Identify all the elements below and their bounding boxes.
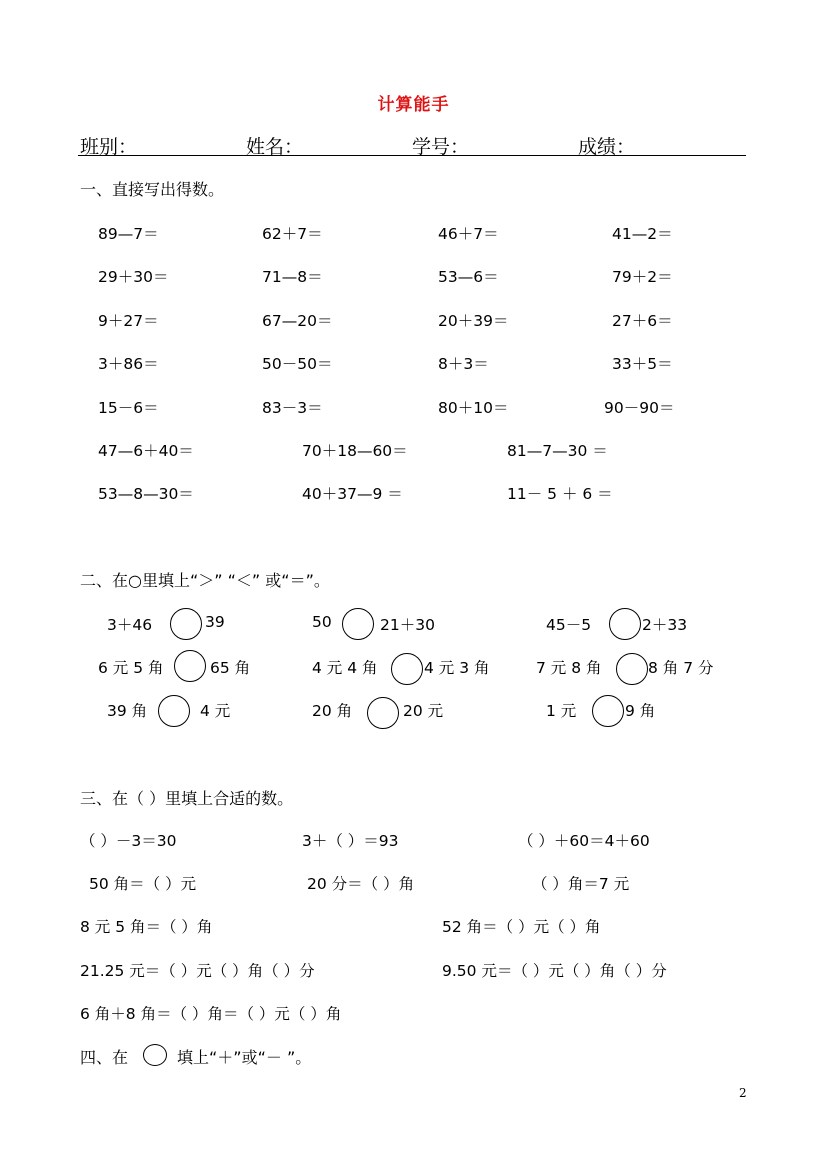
compare-left: 7 元 8 角 bbox=[536, 659, 602, 677]
compare-left: 39 角 bbox=[107, 702, 148, 720]
header-underline bbox=[78, 155, 746, 156]
equation: 11－ 5 ＋ 6 ＝ bbox=[507, 485, 613, 503]
fill-blank: 20 分＝（ ）角 bbox=[307, 875, 415, 893]
fill-blank: （ ）＋60＝4＋60 bbox=[518, 832, 650, 850]
name-label: 姓名： bbox=[246, 136, 304, 158]
section-1-heading: 一、直接写出得数。 bbox=[80, 180, 225, 199]
equation: 81—7—30 ＝ bbox=[507, 442, 608, 460]
equation: 40＋37—9 ＝ bbox=[302, 485, 403, 503]
equation: 89—7＝ bbox=[98, 225, 159, 243]
equation: 62＋7＝ bbox=[262, 225, 323, 243]
score-label: 成绩： bbox=[578, 136, 636, 158]
equation: 70＋18—60＝ bbox=[302, 442, 408, 460]
compare-circle[interactable] bbox=[616, 653, 648, 685]
fill-blank: 50 角＝（ ）元 bbox=[89, 875, 197, 893]
compare-right: 9 角 bbox=[625, 702, 656, 720]
equation: 67—20＝ bbox=[262, 312, 333, 330]
fill-blank: （ ）－3＝30 bbox=[80, 832, 177, 850]
equation: 53—6＝ bbox=[438, 268, 499, 286]
equation: 20＋39＝ bbox=[438, 312, 509, 330]
circle-icon bbox=[143, 1044, 167, 1066]
equation: 90－90＝ bbox=[604, 399, 675, 417]
compare-right: 2＋33 bbox=[642, 616, 688, 634]
compare-left: 1 元 bbox=[546, 702, 577, 720]
page-number: 2 bbox=[739, 1086, 747, 1100]
compare-right: 21＋30 bbox=[380, 616, 435, 634]
equation: 79＋2＝ bbox=[612, 268, 673, 286]
fill-blank: （ ）角＝7 元 bbox=[532, 875, 630, 893]
compare-right: 20 元 bbox=[403, 702, 444, 720]
equation: 15－6＝ bbox=[98, 399, 159, 417]
student-number-label: 学号： bbox=[412, 136, 470, 158]
equation: 47—6＋40＝ bbox=[98, 442, 194, 460]
compare-right: 4 元 3 角 bbox=[424, 659, 490, 677]
equation: 50－50＝ bbox=[262, 355, 333, 373]
equation: 80＋10＝ bbox=[438, 399, 509, 417]
equation: 46＋7＝ bbox=[438, 225, 499, 243]
section-4-heading-start: 四、在 bbox=[80, 1048, 129, 1067]
section-2-heading: 二、在○里填上“＞” “＜” 或“＝”。 bbox=[80, 571, 330, 590]
equation: 8＋3＝ bbox=[438, 355, 489, 373]
compare-left: 20 角 bbox=[312, 702, 353, 720]
equation: 33＋5＝ bbox=[612, 355, 673, 373]
equation: 53—8—30＝ bbox=[98, 485, 194, 503]
fill-blank: 52 角＝（ ）元（ ）角 bbox=[442, 918, 601, 936]
fill-blank: 21.25 元＝（ ）元（ ）角（ ）分 bbox=[80, 962, 315, 980]
compare-circle[interactable] bbox=[158, 695, 190, 727]
compare-left: 3＋46 bbox=[107, 616, 153, 634]
section-3-heading: 三、在（ ）里填上合适的数。 bbox=[80, 789, 294, 808]
equation: 3＋86＝ bbox=[98, 355, 159, 373]
class-label: 班别： bbox=[80, 136, 138, 158]
compare-left: 6 元 5 角 bbox=[98, 659, 164, 677]
compare-left: 50 bbox=[312, 613, 332, 631]
fill-blank: 9.50 元＝（ ）元（ ）角（ ）分 bbox=[442, 962, 667, 980]
compare-left: 4 元 4 角 bbox=[312, 659, 378, 677]
compare-right: 39 bbox=[205, 613, 225, 631]
compare-left: 45－5 bbox=[546, 616, 592, 634]
compare-circle[interactable] bbox=[342, 608, 374, 640]
compare-right: 4 元 bbox=[200, 702, 231, 720]
fill-blank: 8 元 5 角＝（ ）角 bbox=[80, 918, 213, 936]
equation: 29＋30＝ bbox=[98, 268, 169, 286]
compare-circle[interactable] bbox=[174, 650, 206, 682]
compare-circle[interactable] bbox=[592, 695, 624, 727]
compare-circle[interactable] bbox=[609, 608, 641, 640]
compare-circle[interactable] bbox=[367, 697, 399, 729]
equation: 9＋27＝ bbox=[98, 312, 159, 330]
fill-blank: 3＋（ ）＝93 bbox=[302, 832, 399, 850]
equation: 71—8＝ bbox=[262, 268, 323, 286]
equation: 27＋6＝ bbox=[612, 312, 673, 330]
compare-circle[interactable] bbox=[391, 653, 423, 685]
equation: 83－3＝ bbox=[262, 399, 323, 417]
fill-blank: 6 角＋8 角＝（ ）角＝（ ）元（ ）角 bbox=[80, 1005, 342, 1023]
section-4-heading-end: 填上“＋”或“－ ”。 bbox=[177, 1048, 312, 1067]
compare-right: 65 角 bbox=[210, 659, 251, 677]
compare-circle[interactable] bbox=[170, 608, 202, 640]
compare-right: 8 角 7 分 bbox=[648, 659, 714, 677]
worksheet-title: 计算能手 bbox=[377, 95, 450, 115]
equation: 41—2＝ bbox=[612, 225, 673, 243]
